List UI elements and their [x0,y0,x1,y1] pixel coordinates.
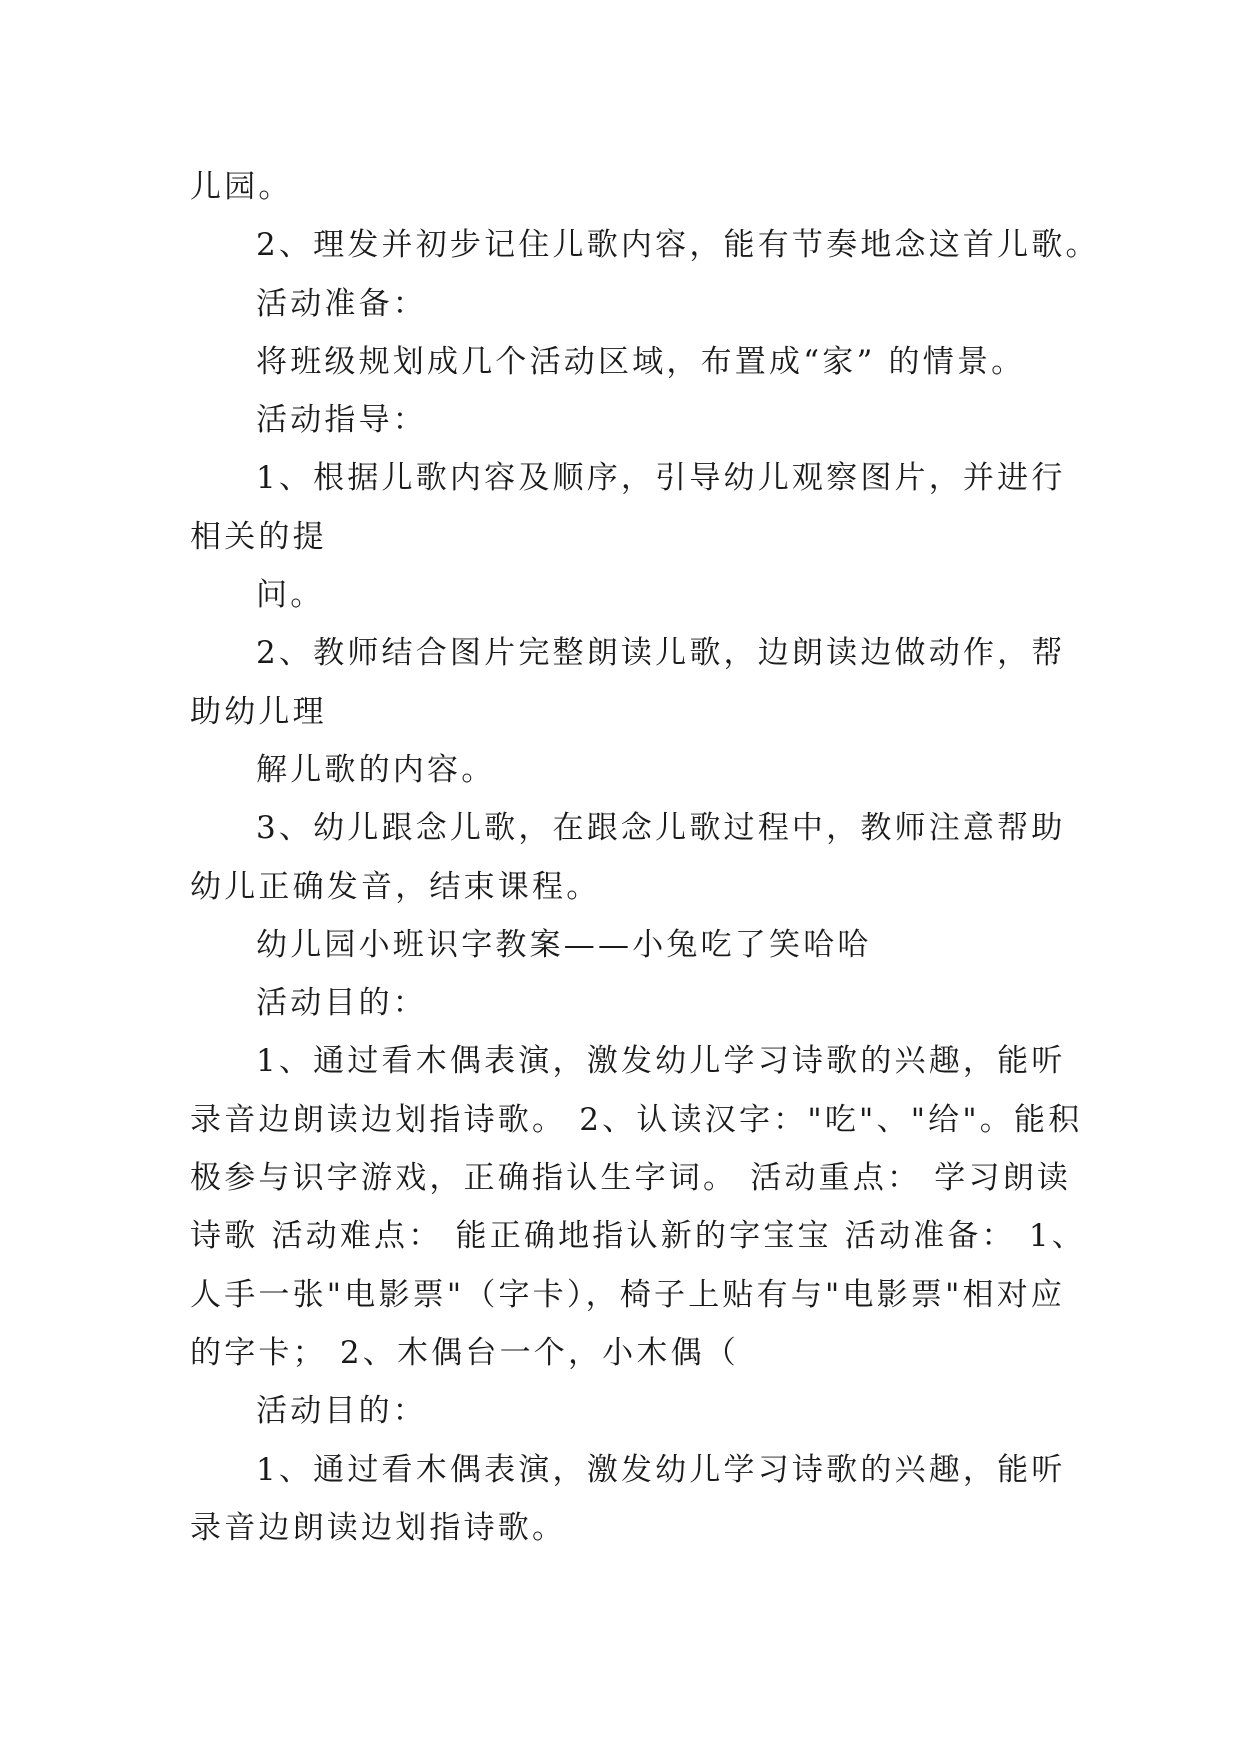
text-line: 将班级规划成几个活动区域，布置成“家” 的情景。 [256,343,1026,380]
text-line: 幼儿正确发音，结束课程。 [190,868,601,905]
text-line: 儿园。 [190,169,293,205]
text-line: 1、通过看木偶表演，激发幼儿学习诗歌的兴趣，能听 [256,1043,1066,1080]
text-line: 幼儿园小班识字教案——小兔吃了笑哈哈 [256,926,872,963]
text-line: 解儿歌的内容。 [256,751,496,788]
text-line: 2、教师结合图片完整朗读儿歌，边朗读边做动作，帮 [256,635,1066,672]
text-line: 活动目的： [256,1393,427,1430]
text-line: 人手一张"电影票"（字卡），椅子上贴有与"电影票"相对应 [190,1276,1066,1313]
text-line: 3、幼儿跟念儿歌，在跟念儿歌过程中，教师注意帮助 [256,810,1066,847]
text-line: 相关的提 [190,518,327,555]
text-line: 活动目的： [256,985,427,1022]
text-line: 1、通过看木偶表演，激发幼儿学习诗歌的兴趣，能听 [256,1451,1066,1488]
text-line: 诗歌 活动难点： 能正确地指认新的字宝宝 活动准备： 1、 [190,1218,1086,1255]
text-line: 活动准备： [256,285,427,322]
text-line: 录音边朗读边划指诗歌。 2、认读汉字："吃"、"给"。能积 [190,1101,1083,1138]
text-line: 助幼儿理 [190,693,327,730]
text-line: 极参与识字游戏，正确指认生字词。 活动重点： 学习朗读 [190,1160,1072,1197]
text-line: 活动指导： [256,402,427,439]
text-line: 2、理发并初步记住儿歌内容，能有节奏地念这首儿歌。 [256,227,1100,264]
text-line: 问。 [256,577,325,614]
text-line: 的字卡； 2、木偶台一个，小木偶（ [190,1334,739,1371]
text-line: 录音边朗读边划指诗歌。 [190,1509,567,1546]
document-body [190,158,1100,1557]
text-line: 1、根据儿歌内容及顺序，引导幼儿观察图片，并进行 [256,460,1066,497]
